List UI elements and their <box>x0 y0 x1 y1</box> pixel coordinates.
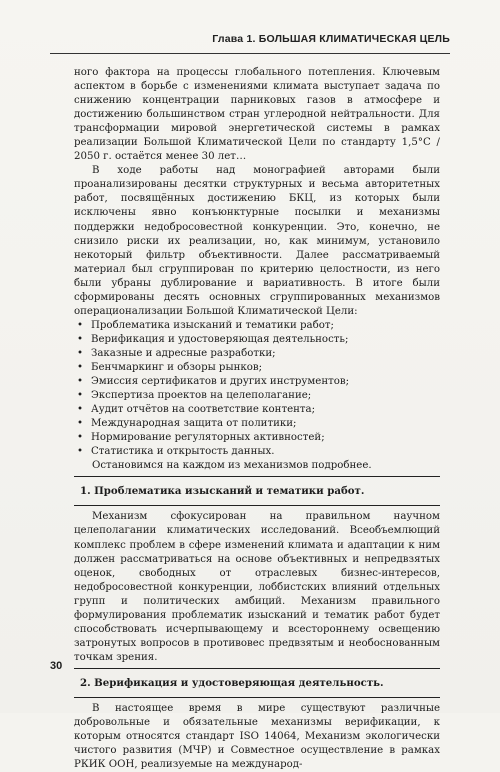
list-item <box>74 375 440 389</box>
list-item <box>74 389 440 403</box>
page-number: 30 <box>50 660 63 672</box>
paragraph-continuation: ного фактора на процессы глобального потепления. Ключевым аспектом в борьбе с изменениями климата выступает задача по снижению концентрации парниковых газов в атмосфере и достижению большинством стран углеродной нейтральности. Для трансформации мировой энергетической системы в рамках реализации Большой Климатической Цели по стандарту 1,5°C / 2050 г. остаётся менее 30 лет… <box>74 67 440 163</box>
list-item-text: Экспертиза проектов на целеполагание; <box>91 390 312 402</box>
list-item-text: Статистика и открытость данных. <box>91 446 275 458</box>
paragraph-methodology: В ходе работы над монографией авторами были проанализированы десятки структурных и весьма авторитетных работ, посвящённых достижению БКЦ, из которых были исключены явно конъюнктурные посылки и механизмы поддержки недобросовестной конкуренции. Это, конечно, не снизило риски их реализации, но, как минимум, установило некоторый фильтр объективности. Далее рассматриваемый материал был сгруппирован по критерию целостности, из него были убраны дублирование и вариативность. В итоге были сформированы десять основных сгруппированных механизмов операционализации Большой Климатической Цели: <box>74 165 440 317</box>
list-item-text: Бенчмаркинг и обзоры рынков; <box>91 361 263 373</box>
mechanisms-list <box>74 319 440 459</box>
bullet-marker: • <box>77 390 84 402</box>
bullet-marker: • <box>77 376 84 388</box>
list-item <box>74 403 440 417</box>
list-item <box>74 445 440 459</box>
list-item-text: Верификация и удостоверяющая деятельность; <box>91 333 349 345</box>
list-item <box>74 361 440 375</box>
paragraph-transition: Остановимся на каждом из механизмов подробнее. <box>92 460 372 472</box>
bullet-marker: • <box>77 361 84 373</box>
section-heading: 2. Верификация и удостоверяющая деятельность. <box>80 676 384 689</box>
list-item-text: Проблематика изысканий и тематики работ; <box>91 319 334 331</box>
bullet-marker: • <box>77 418 84 430</box>
bullet-marker: • <box>77 404 84 416</box>
list-item-text: Эмиссия сертификатов и других инструментов; <box>91 376 350 388</box>
list-item-text: Аудит отчётов на соответствие контента; <box>91 404 316 416</box>
bullet-marker: • <box>77 446 84 458</box>
paragraph-section-2: В настоящее время в мире существуют различные добровольные и обязательные механизмы верификации, к которым относятся стандарт ISO 14064, Механизм экологически чистого развития (МЧР) и Совместное осуществление в рамках РКИК ООН, реализуемые на международ- <box>74 702 440 771</box>
list-item-text: Заказные и адресные разработки; <box>91 347 276 359</box>
list-item-text: Международная защита от политики; <box>91 418 297 430</box>
section-heading-box <box>74 476 440 506</box>
running-head: Глава 1. БОЛЬШАЯ КЛИМАТИЧЕСКАЯ ЦЕЛЬ <box>50 33 450 54</box>
bullet-marker: • <box>77 333 84 345</box>
bullet-marker: • <box>77 432 84 444</box>
list-item <box>74 431 440 445</box>
bullet-marker: • <box>77 347 84 359</box>
section-heading-box <box>74 668 440 698</box>
paragraph-section-1: Механизм сфокусирован на правильном научном целеполагании климатических исследований. Всеобъемлющий комплекс проблем в сфере изменений климата и адаптации к ним должен рассматриваться на основе объективных и непредвзятых оценок, свободных от отраслевых бизнес-интересов, недобросовестной конкуренции, лоббистских влияний отдельных групп и политических амбиций. Механизм правильного формулирования проблематик изысканий и тематик работ будет способствовать исчерпывающему и всестороннему освещению затронутых вопросов в противовес предвзятым и необоснованным точкам зрения. <box>74 511 440 663</box>
list-item <box>74 333 440 347</box>
section-heading: 1. Проблематика изысканий и тематики работ. <box>80 485 365 498</box>
page-body <box>74 66 440 772</box>
bullet-marker: • <box>77 319 84 331</box>
list-item <box>74 347 440 361</box>
list-item <box>74 417 440 431</box>
list-item <box>74 319 440 333</box>
list-item-text: Нормирование регуляторных активностей; <box>91 432 325 444</box>
